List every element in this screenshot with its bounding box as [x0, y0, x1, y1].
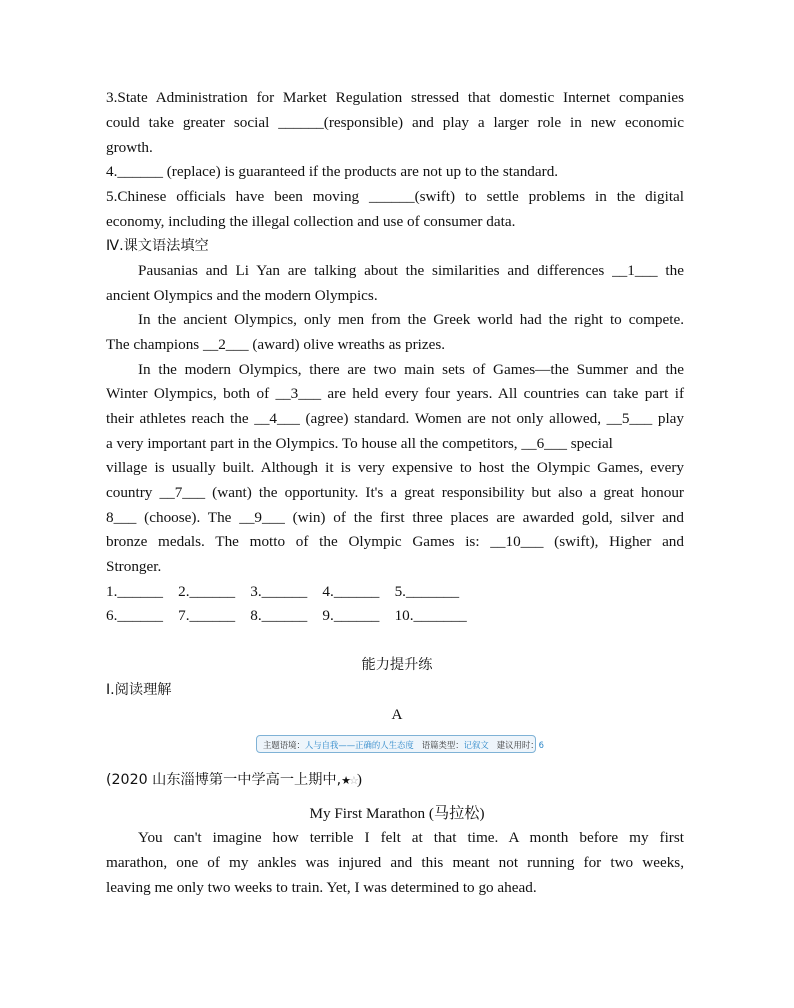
- banner-type: 记叙文: [463, 740, 489, 750]
- passage-p3-line-9: Stronger.: [106, 558, 162, 575]
- reading-heading: Ⅰ.阅读理解: [106, 682, 172, 698]
- answer-blanks-row-1: 1.______ 2.______ 3.______ 4.______ 5._______: [106, 583, 460, 600]
- banner-theme-label: 主题语境：: [263, 740, 305, 750]
- exercise-3-line-1: 3.State Administration for Market Regulation stressed that domestic Internet companies: [106, 89, 684, 106]
- reading-line-3: leaving me only two weeks to train. Yet, I was determined to go ahead.: [106, 879, 537, 896]
- passage-p3-line-1: In the modern Olympics, there are two main sets of Games—the Summer and the: [138, 361, 684, 378]
- source-line: [106, 770, 362, 791]
- reading-line-2: marathon, one of my ankles was injured and this meant not running for two weeks,: [106, 854, 684, 871]
- passage-p1-line-2: ancient Olympics and the modern Olympics.: [106, 287, 378, 304]
- passage-p3-line-7: 8___ (choose). The __9___ (win) of the first three places are awarded gold, silver and: [106, 509, 684, 526]
- exercise-4-line-1: 4.______ (replace) is guaranteed if the products are not up to the standard.: [106, 163, 559, 180]
- passage-p3-line-3: their athletes reach the __4___ (agree) standard. Women are not only allowed, __5___ play: [106, 410, 684, 427]
- passage-p3-line-6: country __7___ (want) the opportunity. It's a great responsibility but also a great honour: [106, 484, 684, 501]
- passage-p3-line-5: village is usually built. Although it is very expensive to host the Olympic Games, every: [106, 459, 684, 476]
- section-title: 能力提升练: [361, 657, 433, 673]
- exercise-3-line-3: growth.: [106, 139, 153, 156]
- exercise-5-line-2: economy, including the illegal collection and use of consumer data.: [106, 213, 516, 230]
- banner-theme: 人与自我——正确的人生态度: [304, 740, 414, 750]
- exercise-3-line-2: could take greater social ______(responsible) and play a larger role in new economic: [106, 114, 684, 131]
- passage-p2-line-1: In the ancient Olympics, only men from the Greek world had the right to compete.: [138, 311, 684, 328]
- passage-p3-line-8: bronze medals. The motto of the Olympic Games is: __10___ (swift), Higher and: [106, 533, 684, 550]
- source-text: (2020 山东淄博第一中学高一上期中,: [106, 772, 342, 788]
- section-4-heading: Ⅳ.课文语法填空: [106, 238, 209, 254]
- banner-time: 6: [538, 740, 544, 750]
- passage-p3-line-2: Winter Olympics, both of __3___ are held every four years. All countries can take part if: [106, 385, 684, 402]
- exercise-5-line-1: 5.Chinese officials have been moving ______(swift) to settle problems in the digital: [106, 188, 684, 205]
- banner-time-label: 建议用时：: [496, 740, 539, 750]
- topic-banner: [256, 735, 544, 753]
- reading-part-label: A: [391, 706, 403, 723]
- passage-p2-line-2: The champions __2___ (award) olive wreaths as prizes.: [106, 336, 446, 353]
- passage-p3-line-4: a very important part in the Olympics. To house all the competitors, __6___ special: [106, 435, 613, 452]
- source-close: ): [356, 771, 362, 788]
- reading-line-1: You can't imagine how terrible I felt at that time. A month before my first: [138, 829, 684, 846]
- passage-p1-line-1: Pausanias and Li Yan are talking about the similarities and differences __1___ the: [138, 262, 684, 279]
- banner-type-label: 语篇类型：: [421, 740, 464, 750]
- answer-blanks-row-2: 6.______ 7.______ 8.______ 9.______ 10._______: [106, 607, 467, 624]
- reading-title: My First Marathon (马拉松): [309, 805, 485, 822]
- difficulty-stars-icon: ★☆: [341, 775, 357, 787]
